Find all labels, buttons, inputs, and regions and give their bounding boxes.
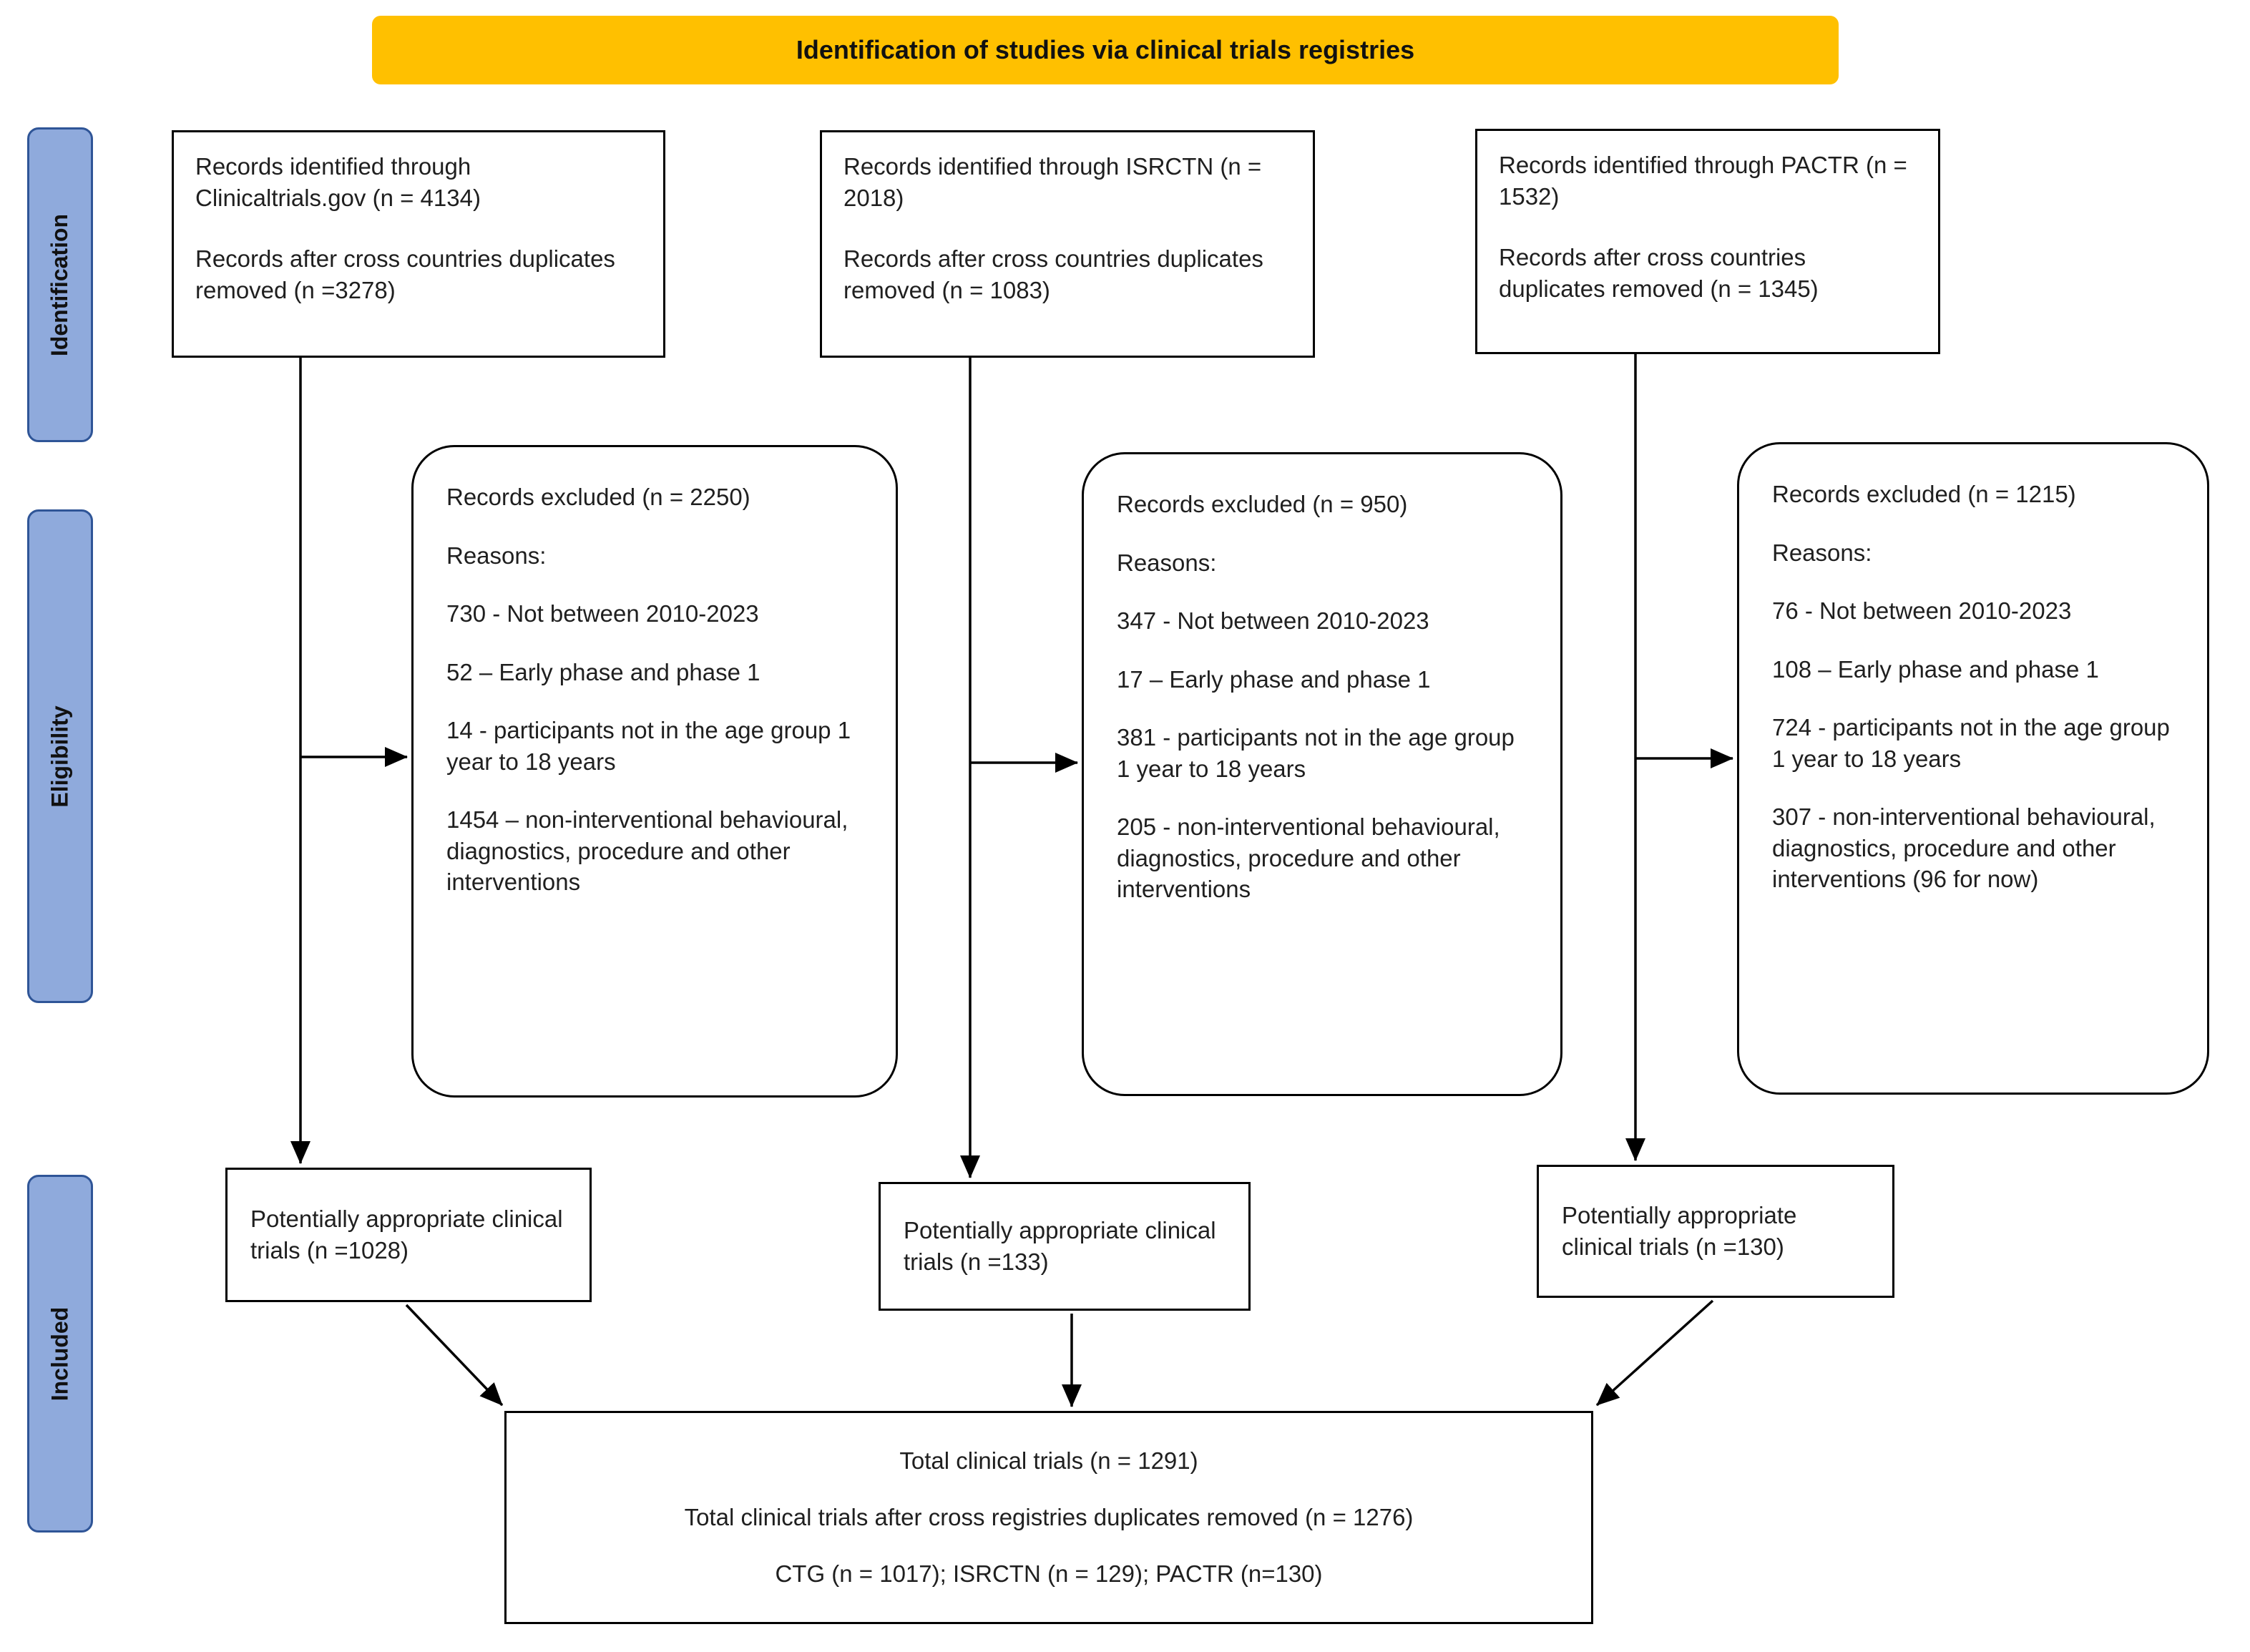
records-identified-text: Records identified through ISRCTN (n = 2018): [843, 153, 1262, 211]
records-deduplicated-text: Records after cross countries duplicates removed (n =3278): [195, 245, 615, 303]
potential-trials-text: Potentially appropriate clinical trials (n =133): [904, 1217, 1216, 1275]
records-deduplicated-text: Records after cross countries duplicates removed (n = 1083): [843, 245, 1263, 303]
records-identified-box-clinicaltrials: [172, 130, 665, 358]
arrow-potential-to-total-col1: [406, 1305, 502, 1405]
potential-trials-text: Potentially appropriate clinical trials (n =130): [1562, 1202, 1797, 1260]
potential-trials-text: Potentially appropriate clinical trials (n =1028): [250, 1206, 563, 1264]
excluded-reasons-label: Reasons:: [446, 542, 547, 569]
total-trials-line2: Total clinical trials after cross registries duplicates removed (n = 1276): [684, 1504, 1414, 1531]
excluded-reason: 14 - participants not in the age group 1 year to 18 years: [446, 717, 851, 775]
potential-trials-box-clinicaltrials: [225, 1168, 592, 1302]
excluded-reason: 17 – Early phase and phase 1: [1117, 665, 1431, 693]
records-identified-box-pactr: [1475, 129, 1940, 354]
excluded-reason: 205 - non-interventional behavioural, diagnostics, procedure and other interventions: [1117, 813, 1500, 903]
excluded-reason: 730 - Not between 2010-2023: [446, 600, 759, 627]
excluded-title: Records excluded (n = 2250): [446, 484, 750, 510]
excluded-reason: 76 - Not between 2010-2023: [1772, 597, 2072, 625]
total-trials-line1: Total clinical trials (n = 1291): [899, 1447, 1198, 1475]
stage-label-identification: [27, 127, 93, 442]
excluded-reasons-label: Reasons:: [1117, 549, 1217, 576]
total-trials-line3: CTG (n = 1017); ISRCTN (n = 129); PACTR (n=130): [775, 1560, 1323, 1588]
total-trials-box: [504, 1411, 1593, 1624]
arrow-potential-to-total-col3: [1597, 1301, 1713, 1405]
stage-label-included-text: Included: [47, 1306, 73, 1401]
excluded-reason: 381 - participants not in the age group 1 year to 18 years: [1117, 724, 1515, 782]
excluded-reason: 307 - non-interventional behavioural, diagnostics, procedure and other interventions (96 for now): [1772, 803, 2156, 893]
records-deduplicated-text: Records after cross countries duplicates removed (n = 1345): [1499, 244, 1819, 302]
records-excluded-box-isrctn: [1082, 452, 1562, 1096]
stage-label-eligibility: [27, 509, 93, 1003]
stage-label-eligibility-text: Eligibility: [47, 705, 73, 808]
excluded-reason: 1454 – non-interventional behavioural, diagnostics, procedure and other interventions: [446, 806, 848, 896]
excluded-reason: 347 - Not between 2010-2023: [1117, 607, 1429, 635]
title-banner: [372, 16, 1839, 84]
records-identified-text: Records identified through Clinicaltrials.gov (n = 4134): [195, 153, 481, 211]
excluded-reason: 108 – Early phase and phase 1: [1772, 655, 2099, 683]
records-excluded-box-clinicaltrials: [411, 445, 898, 1098]
excluded-reason: 724 - participants not in the age group 1 year to 18 years: [1772, 714, 2170, 772]
stage-label-included: [27, 1175, 93, 1533]
diagram-title: Identification of studies via clinical trials registries: [796, 35, 1415, 64]
excluded-title: Records excluded (n = 950): [1117, 491, 1408, 517]
stage-label-identification-text: Identification: [47, 213, 73, 356]
potential-trials-box-isrctn: [879, 1182, 1251, 1311]
excluded-title: Records excluded (n = 1215): [1772, 481, 2076, 507]
records-excluded-box-pactr: [1737, 442, 2209, 1095]
potential-trials-box-pactr: [1537, 1165, 1894, 1298]
excluded-reason: 52 – Early phase and phase 1: [446, 658, 760, 685]
records-identified-box-isrctn: [820, 130, 1315, 358]
records-identified-text: Records identified through PACTR (n = 1532): [1499, 152, 1907, 210]
excluded-reasons-label: Reasons:: [1772, 539, 1872, 566]
